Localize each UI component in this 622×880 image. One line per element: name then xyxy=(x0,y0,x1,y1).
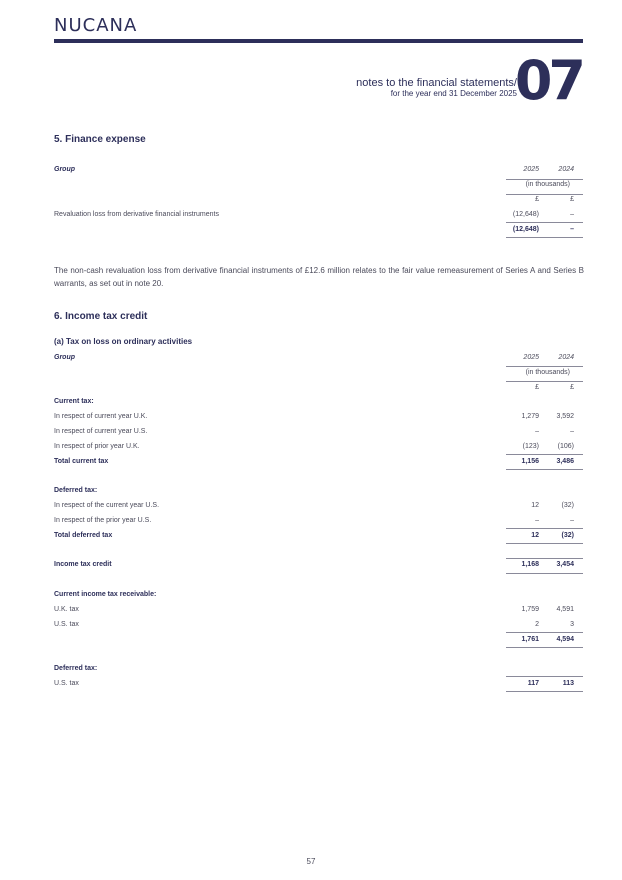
row-label: Current income tax receivable: xyxy=(54,591,157,598)
row-label: Current tax: xyxy=(54,398,94,405)
finance-expense-note: The non-cash revaluation loss from derivative financial instruments of £12.6 million relates to the fair value remeasurement of Series A and Series B warrants, as set out in note 20. xyxy=(54,266,584,288)
col-2024: 2024 xyxy=(558,166,574,173)
group-label: Group xyxy=(54,354,75,361)
value-2024: 4,591 xyxy=(556,606,574,613)
header-subtitle: for the year end 31 December 2025 xyxy=(390,89,517,98)
row-label: In respect of current year U.S. xyxy=(54,428,148,435)
row-label: Total deferred tax xyxy=(54,532,113,539)
divider xyxy=(506,632,583,633)
deferred-tax-heading-2 xyxy=(54,663,583,678)
value-2024: 113 xyxy=(562,680,574,687)
table-row xyxy=(54,604,583,619)
total-2024: – xyxy=(570,226,574,233)
row-label: In respect of prior year U.K. xyxy=(54,443,140,450)
total-2025: (12,648) xyxy=(512,226,539,233)
table-row xyxy=(54,411,583,426)
value-2025: 1,279 xyxy=(521,413,539,420)
divider xyxy=(506,573,583,574)
table-row xyxy=(54,426,583,441)
row-label: U.S. tax xyxy=(54,621,79,628)
total-deferred-row xyxy=(54,530,583,545)
chapter-number: 07 xyxy=(514,49,582,112)
value-2025: 1,168 xyxy=(521,561,539,568)
header-bar xyxy=(54,39,583,43)
row-label: Income tax credit xyxy=(54,561,112,568)
value-2025: – xyxy=(535,517,539,524)
value-2025: (12,648) xyxy=(512,211,539,218)
currency-2025: £ xyxy=(535,384,539,391)
row-label: U.K. tax xyxy=(54,606,79,613)
col-2025: 2025 xyxy=(523,354,539,361)
group-label: Group xyxy=(54,166,75,173)
finance-expense-title: 5. Finance expense xyxy=(54,134,146,145)
value-2024: 3,454 xyxy=(556,561,574,568)
value-2025: – xyxy=(535,428,539,435)
row-label: Total current tax xyxy=(54,458,109,465)
value-2025: 12 xyxy=(531,502,539,509)
row-label: Deferred tax: xyxy=(54,487,98,494)
divider xyxy=(506,469,583,470)
divider xyxy=(506,543,583,544)
value-2025: 2 xyxy=(535,621,539,628)
page-number: 57 xyxy=(306,857,316,866)
nucana-logo: NUCANA xyxy=(54,15,138,36)
divider xyxy=(506,237,583,238)
divider xyxy=(506,676,583,677)
it-units-row xyxy=(54,367,583,382)
units-label: (in thousands) xyxy=(525,181,570,188)
table-row xyxy=(54,678,583,693)
value-2024: (106) xyxy=(557,443,574,450)
value-2024: (32) xyxy=(561,502,574,509)
current-tax-heading xyxy=(54,396,583,411)
units-label: (in thousands) xyxy=(525,369,570,376)
value-2024: 3 xyxy=(570,621,574,628)
total-current-row xyxy=(54,456,583,471)
value-2024: – xyxy=(570,517,574,524)
value-2025: 1,156 xyxy=(521,458,539,465)
income-tax-title: 6. Income tax credit xyxy=(54,311,148,322)
value-2024: 4,594 xyxy=(556,636,574,643)
it-currency-row xyxy=(54,382,583,397)
income-tax-subtitle: (a) Tax on loss on ordinary activities xyxy=(54,337,193,346)
row-label: In respect of the current year U.S. xyxy=(54,502,160,509)
col-2024: 2024 xyxy=(558,354,574,361)
value-2025: (123) xyxy=(522,443,539,450)
table-row xyxy=(54,500,583,515)
row-label: Deferred tax: xyxy=(54,665,98,672)
value-2024: 3,592 xyxy=(556,413,574,420)
row-label: U.S. tax xyxy=(54,680,79,687)
header-title: notes to the financial statements/ xyxy=(356,77,517,89)
value-2024: – xyxy=(570,211,574,218)
it-header-row xyxy=(54,352,583,367)
currency-2024: £ xyxy=(570,384,574,391)
divider xyxy=(506,647,583,648)
table-row xyxy=(54,441,583,456)
row-label: In respect of current year U.K. xyxy=(54,413,148,420)
value-2024: – xyxy=(570,428,574,435)
currency-2025: £ xyxy=(535,196,539,203)
income-tax-credit-row xyxy=(54,559,583,574)
value-2025: 1,761 xyxy=(521,636,539,643)
receivable-total-row xyxy=(54,634,583,649)
value-2025: 12 xyxy=(531,532,539,539)
deferred-tax-heading xyxy=(54,485,583,500)
divider xyxy=(506,454,583,455)
value-2025: 117 xyxy=(527,680,539,687)
table-row xyxy=(54,515,583,530)
row-label: Revaluation loss from derivative financial instruments xyxy=(54,211,219,218)
fe-total-row xyxy=(54,224,583,239)
fe-header-row xyxy=(54,164,583,179)
value-2024: (32) xyxy=(561,532,574,539)
divider xyxy=(506,691,583,692)
row-label: In respect of the prior year U.S. xyxy=(54,517,152,524)
divider xyxy=(506,222,583,223)
divider xyxy=(506,528,583,529)
fe-currency-row xyxy=(54,194,583,209)
table-row xyxy=(54,209,583,224)
fe-units-row xyxy=(54,179,583,194)
receivable-heading xyxy=(54,589,583,604)
col-2025: 2025 xyxy=(523,166,539,173)
table-row xyxy=(54,619,583,634)
value-2025: 1,759 xyxy=(521,606,539,613)
value-2024: 3,486 xyxy=(556,458,574,465)
currency-2024: £ xyxy=(570,196,574,203)
